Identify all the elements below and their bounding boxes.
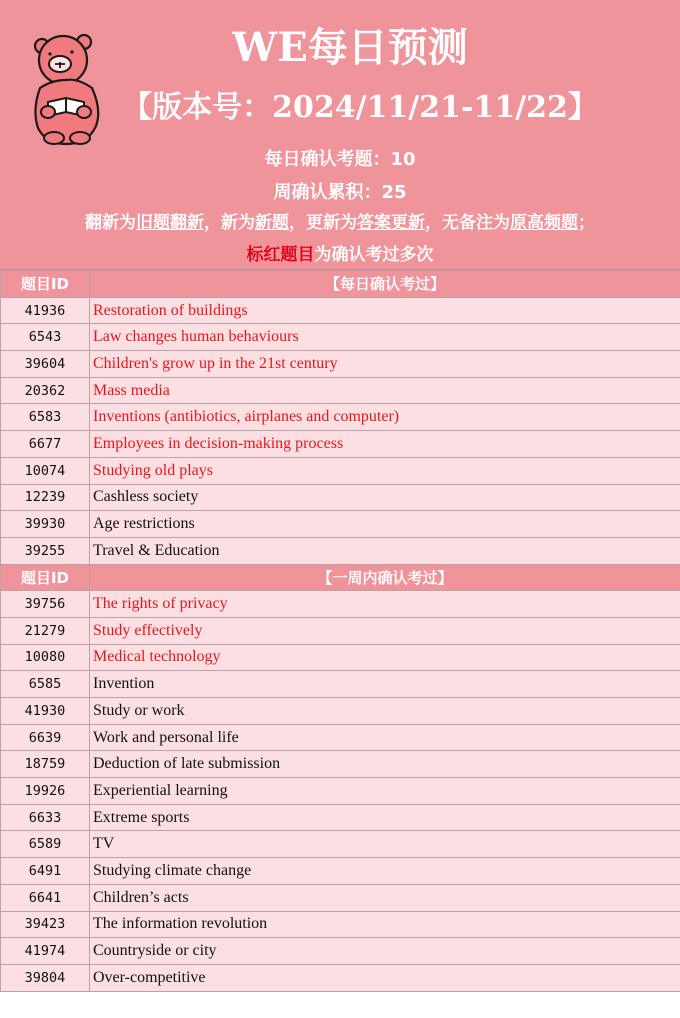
topic-id: 18759 [1, 751, 90, 778]
topic-title: Extreme sports [90, 804, 680, 831]
table-row [1, 778, 680, 805]
topic-id: 10074 [1, 457, 90, 484]
topic-title: Study or work [90, 698, 680, 725]
topic-id: 41974 [1, 938, 90, 965]
topic-id: 39804 [1, 964, 90, 991]
legend-line [0, 208, 680, 233]
legend-term-high-frequency: 原高频题 [510, 213, 578, 233]
topic-id: 39756 [1, 591, 90, 618]
topic-title: Over-competitive [90, 964, 680, 991]
table-row [1, 617, 680, 644]
table-row [1, 751, 680, 778]
legend-red-text: 为确认考过多次 [314, 245, 434, 265]
topic-id: 39255 [1, 537, 90, 564]
topic-id: 6589 [1, 831, 90, 858]
legend-text: ； [578, 213, 595, 233]
topic-title: Experiential learning [90, 778, 680, 805]
table-row [1, 511, 680, 538]
topic-id: 6583 [1, 404, 90, 431]
topic-id: 6543 [1, 324, 90, 351]
topic-title: The information revolution [90, 911, 680, 938]
topic-title: Work and personal life [90, 724, 680, 751]
table-row [1, 484, 680, 511]
weekly-count: 周确认累积：25 [273, 182, 407, 203]
topic-id: 39930 [1, 511, 90, 538]
topic-title: Employees in decision-making process [90, 431, 680, 458]
topic-title: Law changes human behaviours [90, 324, 680, 351]
table-row [1, 911, 680, 938]
topic-title: Countryside or city [90, 938, 680, 965]
topic-id: 6641 [1, 884, 90, 911]
topic-title: The rights of privacy [90, 591, 680, 618]
table-row [1, 297, 680, 324]
id-column-header: 题目ID [1, 271, 90, 298]
table-row [1, 884, 680, 911]
topic-id: 41936 [1, 297, 90, 324]
section-header-row [1, 564, 680, 591]
topic-title: Restoration of buildings [90, 297, 680, 324]
topic-id: 6677 [1, 431, 90, 458]
page-title: WE每日预测 [232, 24, 468, 71]
legend-text: 翻新为 [85, 213, 136, 233]
topic-title: Deduction of late submission [90, 751, 680, 778]
topic-id: 41930 [1, 698, 90, 725]
table-row [1, 698, 680, 725]
topic-title: Studying climate change [90, 858, 680, 885]
topic-id: 6585 [1, 671, 90, 698]
table-row [1, 671, 680, 698]
table-row [1, 324, 680, 351]
id-column-header: 题目ID [1, 564, 90, 591]
topic-id: 39604 [1, 351, 90, 378]
topic-id: 6639 [1, 724, 90, 751]
table-row [1, 804, 680, 831]
topic-title: Inventions (antibiotics, airplanes and computer) [90, 404, 680, 431]
table-row [1, 591, 680, 618]
topic-title: Medical technology [90, 644, 680, 671]
topic-id: 21279 [1, 617, 90, 644]
topic-title: Children’s acts [90, 884, 680, 911]
version-label: 【版本号：2024/11/21-11/22】 [122, 90, 598, 125]
topic-id: 19926 [1, 778, 90, 805]
table-row [1, 457, 680, 484]
topic-title: Studying old plays [90, 457, 680, 484]
table-row [1, 938, 680, 965]
topic-title: TV [90, 831, 680, 858]
topic-id: 12239 [1, 484, 90, 511]
section-title: 【一周内确认考过】 [90, 564, 680, 591]
table-row [1, 724, 680, 751]
legend-term-old-renewed: 旧题翻新 [136, 213, 204, 233]
legend-text: ，新为 [204, 213, 255, 233]
topic-id: 10080 [1, 644, 90, 671]
topic-id: 20362 [1, 377, 90, 404]
table-row [1, 404, 680, 431]
topic-id: 6491 [1, 858, 90, 885]
table-row [1, 858, 680, 885]
legend-text: ，无备注为 [425, 213, 510, 233]
topic-title: Children's grow up in the 21st century [90, 351, 680, 378]
table-row [1, 351, 680, 378]
table-row [1, 377, 680, 404]
legend-red-line [0, 240, 680, 265]
topic-title: Cashless society [90, 484, 680, 511]
topic-title: Age restrictions [90, 511, 680, 538]
section-title: 【每日确认考过】 [90, 271, 680, 298]
table-row [1, 831, 680, 858]
topic-title: Travel & Education [90, 537, 680, 564]
legend-red-term: 标红题目 [246, 245, 315, 265]
table-row [1, 537, 680, 564]
topic-title: Invention [90, 671, 680, 698]
legend-text: ，更新为 [289, 213, 357, 233]
topic-id: 39423 [1, 911, 90, 938]
table-row [1, 644, 680, 671]
legend-term-new: 新题 [255, 213, 289, 233]
topic-id: 6633 [1, 804, 90, 831]
daily-count: 每日确认考题：10 [264, 149, 416, 170]
topics-table [0, 270, 680, 992]
table-row [1, 431, 680, 458]
section-header-row [1, 271, 680, 298]
topic-title: Study effectively [90, 617, 680, 644]
header-banner [0, 0, 680, 270]
topic-title: Mass media [90, 377, 680, 404]
table-row [1, 964, 680, 991]
legend-term-answer-update: 答案更新 [357, 213, 425, 233]
